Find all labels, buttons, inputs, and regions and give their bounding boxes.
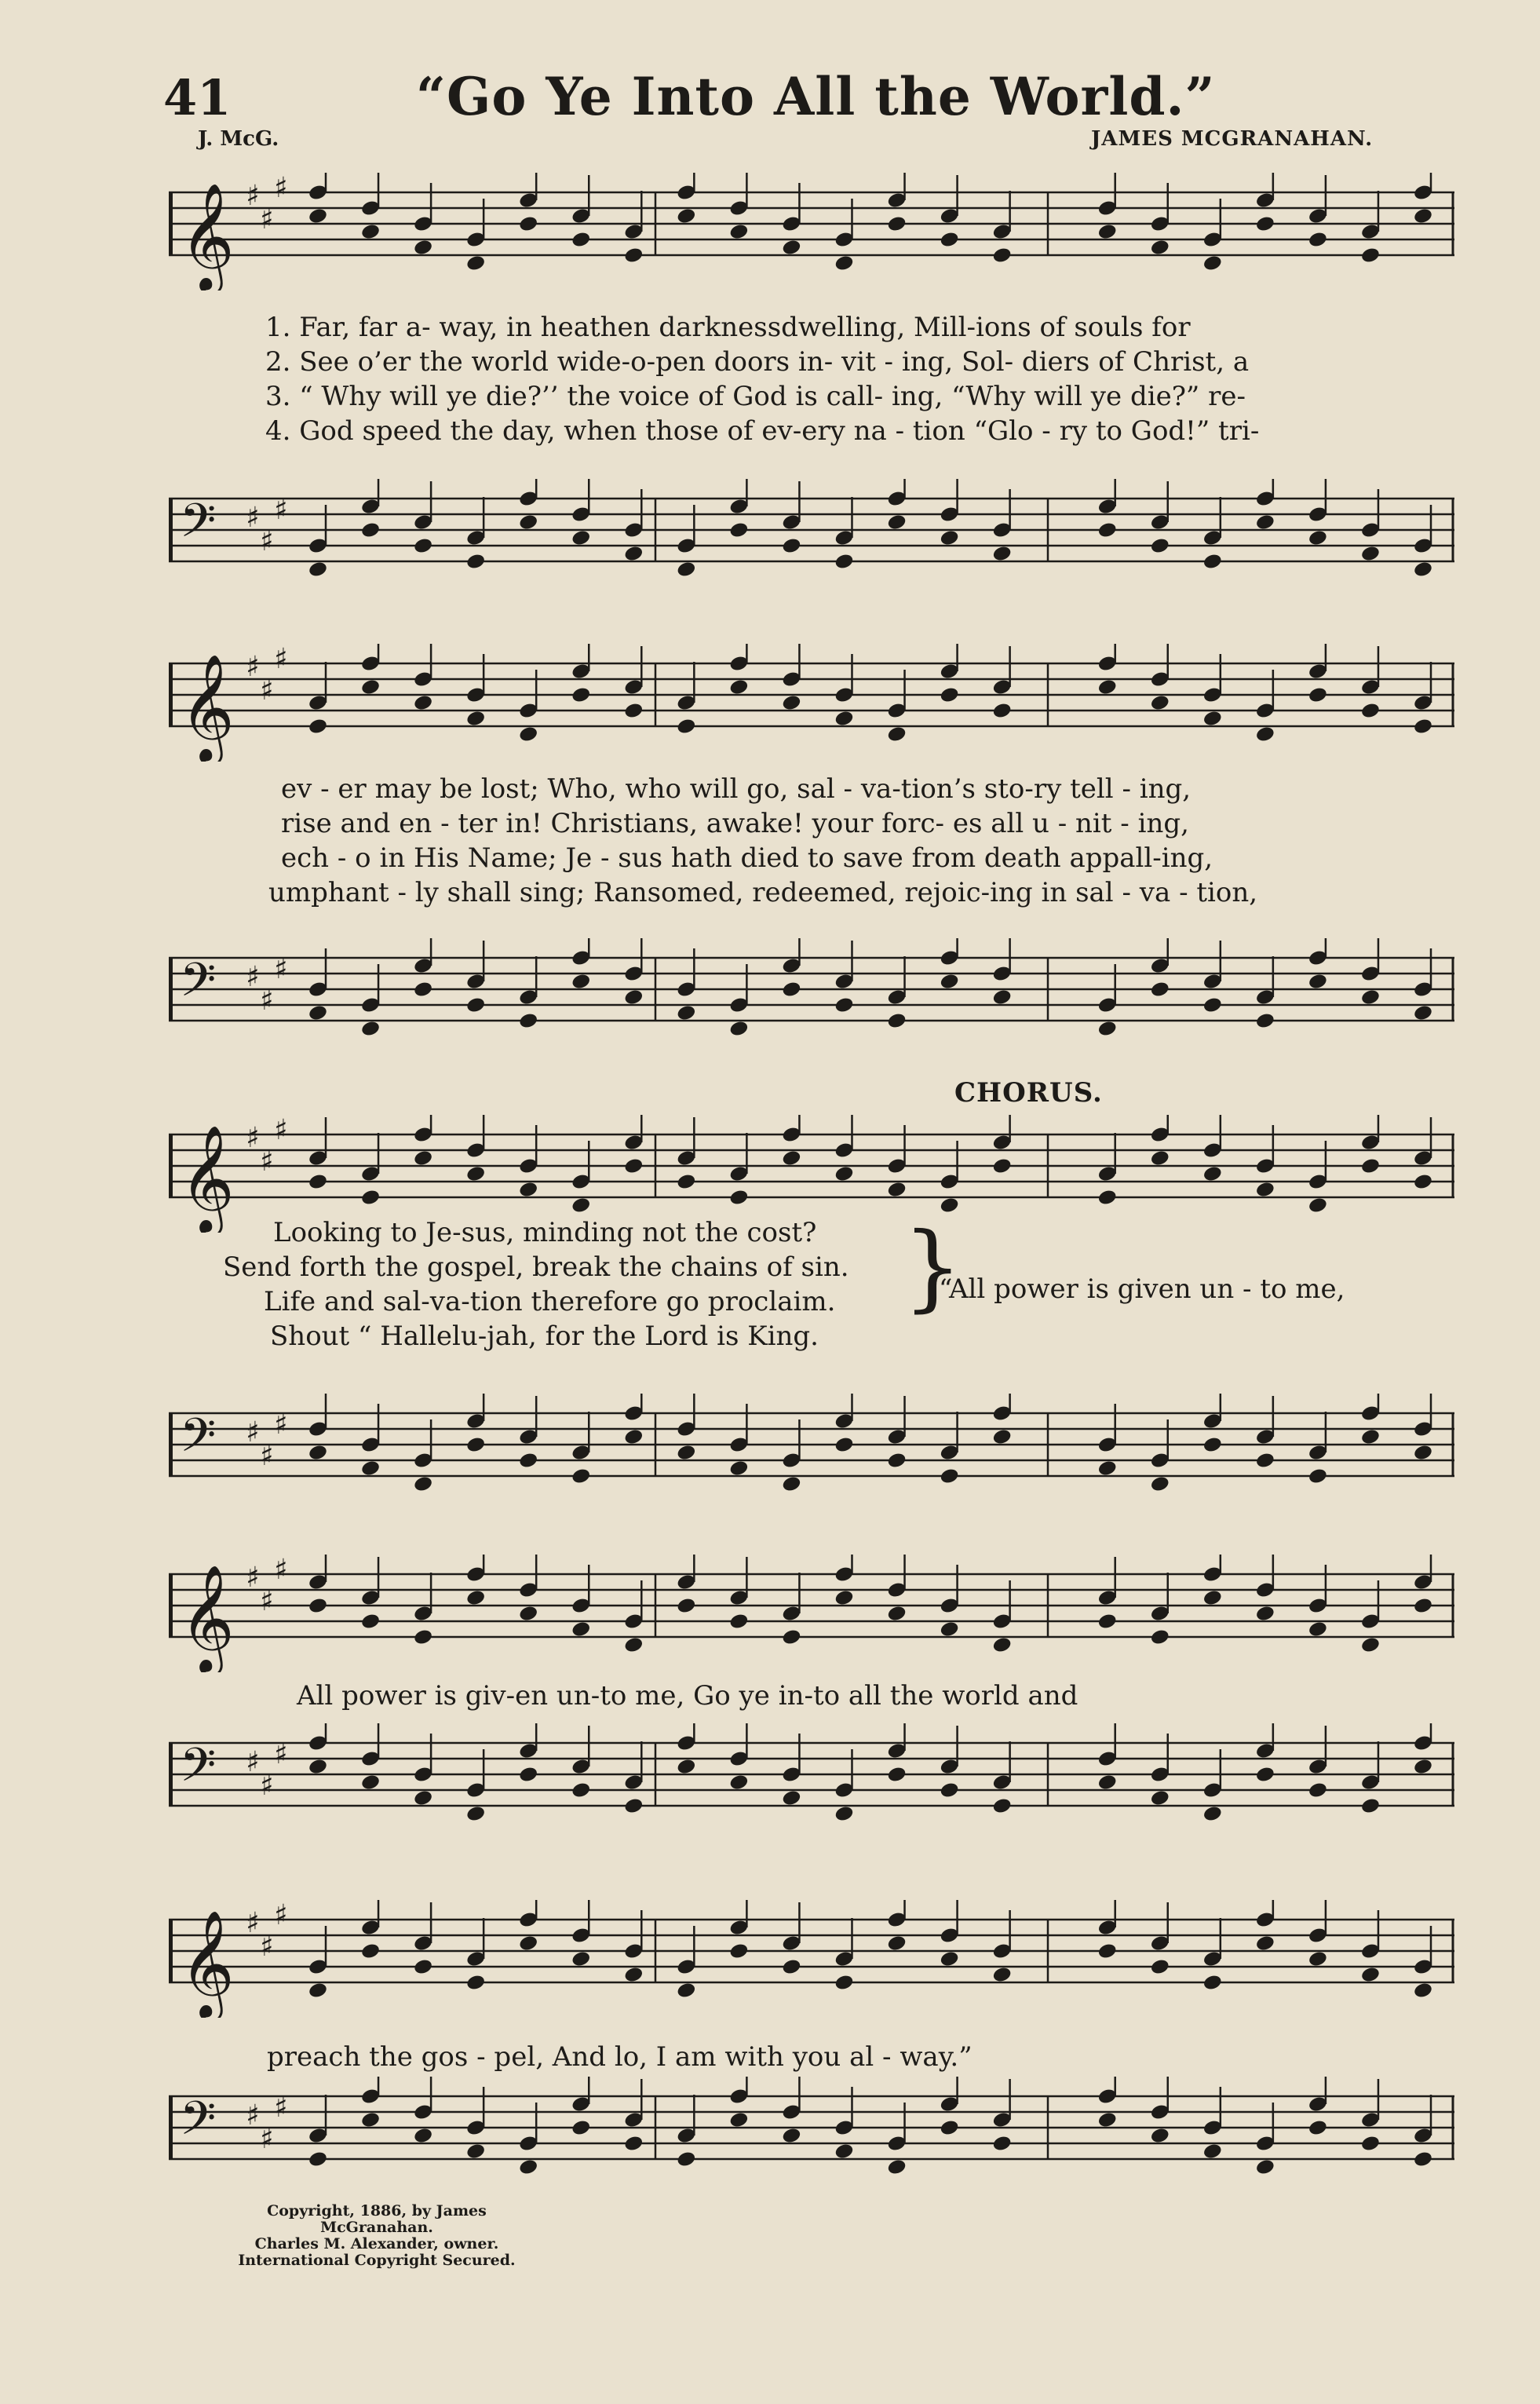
note-head [1202, 710, 1223, 728]
note-head [518, 1605, 538, 1623]
note-head [781, 537, 801, 555]
sharp-icon: ♯ [260, 1145, 274, 1178]
note-head [571, 1467, 591, 1485]
note-head [834, 553, 854, 571]
note-head [886, 215, 907, 233]
note-head [728, 678, 749, 696]
note-head [1202, 1805, 1223, 1823]
note-head [571, 529, 591, 547]
sharp-icon: ♯ [274, 953, 288, 985]
bass-staff-4 [169, 1723, 1454, 1841]
note-head [308, 1173, 328, 1191]
verse-4-line-1: 4. God speed the day, when those of ev-ery na - tion “Glo - ry to God!” tri- [265, 415, 1260, 447]
note-head [728, 2111, 749, 2129]
note-head [1255, 725, 1275, 743]
copyright-line-3: International Copyright Secured. [238, 2252, 516, 2269]
chorus-line-3: preach the gos - pel, And lo, I am with you al - way.” [267, 2041, 973, 2073]
sharp-icon: ♯ [274, 1900, 288, 1931]
sharp-icon: ♯ [246, 1907, 260, 1939]
note-head [939, 2119, 959, 2137]
note-head [413, 1958, 433, 1976]
verse-1-line-3: Looking to Je-sus, minding not the cost? [273, 1217, 817, 1248]
treble-clef-icon: 𝄞 [180, 181, 235, 290]
note-head [781, 2127, 801, 2145]
note-head [571, 231, 591, 249]
note-head [623, 545, 644, 563]
note-head [1255, 1605, 1275, 1623]
note-head [1255, 1935, 1275, 1953]
note-head [992, 247, 1013, 265]
sharp-icon: ♯ [274, 1738, 288, 1770]
note-head [623, 1636, 644, 1654]
bass-staff-3 [169, 1394, 1454, 1511]
note-head [360, 1020, 381, 1038]
note-head [308, 1758, 328, 1776]
sharp-icon: ♯ [246, 651, 260, 683]
note-head [413, 1475, 433, 1493]
note-head [1360, 2135, 1381, 2153]
note-head [571, 1950, 591, 1968]
bass-clef-icon: 𝄢 [180, 1737, 217, 1803]
note-head [1202, 2143, 1223, 2161]
note-head [1308, 1467, 1328, 1485]
note-head [308, 718, 328, 736]
sharp-icon: ♯ [260, 1440, 274, 1472]
note-head [992, 1966, 1013, 1984]
note-head [1097, 1774, 1118, 1792]
note-head [992, 1157, 1013, 1175]
verse-3-line-1: 3. “ Why will ye die?’’ the voice of God is call- ing, “Why will ye die?” re- [265, 381, 1246, 412]
sharp-icon: ♯ [274, 2092, 288, 2124]
note-head [360, 678, 381, 696]
chorus-line-1: “All power is given un - to me, [939, 1273, 1345, 1305]
note-head [939, 1950, 959, 1968]
sharp-icon: ♯ [274, 494, 288, 526]
note-head [676, 1758, 696, 1776]
note-head [992, 2135, 1013, 2153]
note-head [308, 207, 328, 225]
note-head [676, 718, 696, 736]
note-head [518, 1766, 538, 1784]
note-head [1202, 1974, 1223, 1992]
bass-clef-icon: 𝄢 [180, 1408, 217, 1474]
note-head [1255, 215, 1275, 233]
note-head [1413, 207, 1433, 225]
note-head [1150, 537, 1170, 555]
sharp-icon: ♯ [260, 2123, 274, 2155]
note-head [1360, 702, 1381, 720]
copyright-line-1: Copyright, 1886, by James McGranahan. [267, 2202, 487, 2236]
note-head [992, 1636, 1013, 1654]
note-head [1413, 1597, 1433, 1615]
note-head [834, 1165, 854, 1183]
note-head [1360, 1797, 1381, 1815]
note-head [781, 981, 801, 999]
sharp-icon: ♯ [274, 644, 288, 675]
note-head [781, 1789, 801, 1807]
note-head [728, 521, 749, 539]
note-head [623, 988, 644, 1007]
note-head [886, 725, 907, 743]
sharp-icon: ♯ [274, 1408, 288, 1441]
sharp-icon: ♯ [246, 180, 260, 212]
treble-staff-5 [169, 1900, 1454, 2018]
note-head [676, 207, 696, 225]
note-head [1308, 529, 1328, 547]
note-head [1150, 981, 1170, 999]
note-head [1150, 1789, 1170, 1807]
note-head [939, 1620, 959, 1639]
sharp-icon: ♯ [260, 203, 274, 236]
note-head [676, 2150, 696, 2168]
verse-4-line-3: Shout “ Hallelu-jah, for the Lord is King. [270, 1321, 819, 1352]
note-head [728, 1189, 749, 1207]
copyright-notice [212, 2203, 542, 2269]
sharp-icon: ♯ [260, 525, 274, 557]
verse-3-line-3: Life and sal-va-tion therefore go proclaim. [264, 1286, 836, 1317]
bass-staff-2 [169, 938, 1454, 1056]
note-head [939, 231, 959, 249]
note-head [308, 1444, 328, 1462]
note-head [1413, 1444, 1433, 1462]
note-head [413, 239, 433, 257]
note-head [1308, 1197, 1328, 1215]
sharp-icon: ♯ [246, 502, 260, 534]
note-head [623, 1797, 644, 1815]
note-head [886, 1605, 907, 1623]
note-head [571, 1197, 591, 1215]
note-head [728, 1020, 749, 1038]
note-head [1202, 1589, 1223, 1607]
sharp-icon: ♯ [246, 1746, 260, 1778]
note-head [413, 694, 433, 712]
note-head [1202, 553, 1223, 571]
verse-1-line-1: 1. Far, far a- way, in heathen darknessdwelling, Mill-ions of souls for [265, 312, 1191, 343]
note-head [518, 215, 538, 233]
note-head [1413, 1758, 1433, 1776]
note-head [1097, 1020, 1118, 1038]
note-head [834, 1589, 854, 1607]
note-head [1308, 1950, 1328, 1968]
note-head [676, 1173, 696, 1191]
note-head [571, 2119, 591, 2137]
note-head [728, 1460, 749, 1478]
copyright-line-2: Charles M. Alexander, owner. [254, 2235, 499, 2252]
note-head [360, 1189, 381, 1207]
note-head [834, 1805, 854, 1823]
note-head [1150, 1628, 1170, 1646]
note-head [1413, 1982, 1433, 2000]
note-head [360, 2111, 381, 2129]
note-head [518, 1012, 538, 1030]
note-head [1308, 686, 1328, 704]
note-head [465, 2143, 486, 2161]
note-head [1308, 973, 1328, 991]
verse-4-line-2: umphant - ly shall sing; Ransomed, redeemed, rejoic-ing in sal - va - tion, [268, 877, 1258, 908]
sharp-icon: ♯ [246, 1416, 260, 1449]
note-head [834, 254, 854, 272]
note-head [1097, 521, 1118, 539]
treble-staff-1 [169, 173, 1454, 290]
note-head [465, 996, 486, 1014]
bass-clef-icon: 𝄢 [180, 2091, 217, 2157]
note-head [465, 1589, 486, 1607]
note-head [886, 1935, 907, 1953]
note-head [1413, 1173, 1433, 1191]
note-head [623, 2135, 644, 2153]
note-head [886, 1012, 907, 1030]
note-head [1360, 545, 1381, 563]
note-head [886, 2158, 907, 2176]
sharp-icon: ♯ [260, 1770, 274, 1802]
chorus-label: CHORUS. [954, 1077, 1103, 1109]
sharp-icon: ♯ [274, 173, 288, 204]
note-head [465, 1805, 486, 1823]
note-head [308, 1597, 328, 1615]
note-head [781, 1475, 801, 1493]
note-head [1150, 1149, 1170, 1167]
sharp-icon: ♯ [260, 1931, 274, 1963]
note-head [571, 1620, 591, 1639]
note-head [465, 710, 486, 728]
note-head [1308, 1620, 1328, 1639]
note-head [1202, 996, 1223, 1014]
note-head [728, 1613, 749, 1631]
hymn-title: “Go Ye Into All the World.” [416, 66, 1216, 127]
note-head [308, 1982, 328, 2000]
note-head [1150, 239, 1170, 257]
note-head [834, 710, 854, 728]
bass-clef-icon: 𝄢 [180, 493, 217, 559]
note-head [413, 537, 433, 555]
note-head [571, 973, 591, 991]
note-head [728, 1774, 749, 1792]
note-head [939, 529, 959, 547]
note-head [360, 1460, 381, 1478]
note-head [676, 1444, 696, 1462]
note-head [465, 254, 486, 272]
treble-staff-4 [169, 1555, 1454, 1672]
note-head [939, 686, 959, 704]
note-head [1413, 2150, 1433, 2168]
note-head [465, 1436, 486, 1454]
note-head [360, 1613, 381, 1631]
note-head [1308, 231, 1328, 249]
note-head [518, 1452, 538, 1470]
bass-staff-5 [169, 2077, 1454, 2194]
note-head [992, 702, 1013, 720]
note-head [1150, 694, 1170, 712]
treble-clef-icon: 𝄞 [180, 1563, 235, 1671]
note-head [992, 1428, 1013, 1446]
note-head [676, 1004, 696, 1022]
note-head [413, 1789, 433, 1807]
note-head [1150, 2127, 1170, 2145]
note-head [465, 1165, 486, 1183]
note-head [623, 1428, 644, 1446]
note-head [728, 1942, 749, 1960]
note-head [360, 1774, 381, 1792]
note-head [1360, 1966, 1381, 1984]
note-head [623, 1157, 644, 1175]
note-head [834, 1436, 854, 1454]
verse-2-line-3: Send forth the gospel, break the chains of sin. [223, 1251, 849, 1283]
note-head [939, 1197, 959, 1215]
note-head [676, 1982, 696, 2000]
note-head [1360, 1636, 1381, 1654]
note-head [1202, 1436, 1223, 1454]
note-head [1150, 1958, 1170, 1976]
note-head [939, 1781, 959, 1799]
verse-1-line-2: ev - er may be lost; Who, who will go, sal - va-tion’s sto-ry tell - ing, [281, 773, 1191, 805]
hymn-number: 41 [163, 69, 232, 126]
note-head [886, 1452, 907, 1470]
note-head [1097, 678, 1118, 696]
note-head [571, 1781, 591, 1799]
bass-staff-1 [169, 479, 1454, 597]
treble-clef-icon: 𝄞 [180, 652, 235, 761]
note-head [1097, 1613, 1118, 1631]
note-head [1097, 1189, 1118, 1207]
note-head [1097, 1460, 1118, 1478]
lyricist-credit: J. McG. [198, 127, 279, 151]
note-head [1413, 718, 1433, 736]
note-head [465, 1974, 486, 1992]
note-head [518, 725, 538, 743]
note-head [1255, 1452, 1275, 1470]
note-head [1202, 1165, 1223, 1183]
note-head [1360, 988, 1381, 1007]
note-head [1360, 1157, 1381, 1175]
note-head [939, 973, 959, 991]
composer-credit: JAMES MCGRANAHAN. [1091, 127, 1374, 151]
note-head [413, 1149, 433, 1167]
note-head [1255, 513, 1275, 532]
note-head [623, 1966, 644, 1984]
note-head [834, 1974, 854, 1992]
note-head [781, 694, 801, 712]
sharp-icon: ♯ [246, 961, 260, 993]
note-head [360, 1942, 381, 1960]
note-head [781, 239, 801, 257]
note-head [623, 247, 644, 265]
note-head [518, 2158, 538, 2176]
sharp-icon: ♯ [246, 2099, 260, 2132]
note-head [1097, 2111, 1118, 2129]
treble-clef-icon: 𝄞 [180, 1123, 235, 1232]
note-head [1308, 2119, 1328, 2137]
note-head [465, 553, 486, 571]
verse-brace: } [903, 1213, 963, 1322]
verse-2-line-2: rise and en - ter in! Christians, awake! your forc- es all u - nit - ing, [281, 808, 1189, 839]
note-head [623, 702, 644, 720]
note-head [308, 1004, 328, 1022]
note-head [518, 513, 538, 532]
note-head [1255, 1181, 1275, 1199]
note-head [1097, 223, 1118, 241]
note-head [518, 1935, 538, 1953]
note-head [1360, 247, 1381, 265]
sharp-icon: ♯ [260, 674, 274, 707]
note-head [886, 1181, 907, 1199]
note-head [1255, 1012, 1275, 1030]
note-head [939, 1467, 959, 1485]
note-head [1150, 1475, 1170, 1493]
sharp-icon: ♯ [246, 1562, 260, 1594]
note-head [676, 1597, 696, 1615]
note-head [308, 2150, 328, 2168]
note-head [992, 988, 1013, 1007]
chorus-line-2: All power is giv-en un-to me, Go ye in-to all the world and [297, 1680, 1078, 1712]
sharp-icon: ♯ [274, 1555, 288, 1586]
note-head [518, 1181, 538, 1199]
note-head [413, 981, 433, 999]
note-head [308, 561, 328, 579]
verse-2-line-1: 2. See o’er the world wide-o-pen doors in- vit - ing, Sol- diers of Christ, a [265, 346, 1250, 378]
note-head [571, 686, 591, 704]
note-head [728, 223, 749, 241]
note-head [360, 521, 381, 539]
note-head [413, 1628, 433, 1646]
note-head [781, 1628, 801, 1646]
bass-clef-icon: 𝄢 [180, 952, 217, 1018]
note-head [1360, 1428, 1381, 1446]
note-head [834, 996, 854, 1014]
note-head [886, 513, 907, 532]
note-head [1255, 1766, 1275, 1784]
note-head [1202, 254, 1223, 272]
note-head [781, 1958, 801, 1976]
note-head [781, 1149, 801, 1167]
sharp-icon: ♯ [274, 1115, 288, 1146]
verse-3-line-2: ech - o in His Name; Je - sus hath died to save from death appall-ing, [281, 842, 1213, 874]
note-head [992, 1797, 1013, 1815]
sharp-icon: ♯ [246, 1122, 260, 1154]
note-head [886, 1766, 907, 1784]
note-head [1255, 2158, 1275, 2176]
note-head [834, 2143, 854, 2161]
note-head [676, 561, 696, 579]
sharp-icon: ♯ [260, 985, 274, 1017]
treble-clef-icon: 𝄞 [180, 1909, 235, 2017]
note-head [360, 223, 381, 241]
note-head [992, 545, 1013, 563]
note-head [1097, 1942, 1118, 1960]
note-head [413, 2127, 433, 2145]
note-head [1308, 1781, 1328, 1799]
note-head [1413, 1004, 1433, 1022]
sharp-icon: ♯ [260, 1585, 274, 1617]
treble-staff-2 [169, 644, 1454, 762]
note-head [1413, 561, 1433, 579]
